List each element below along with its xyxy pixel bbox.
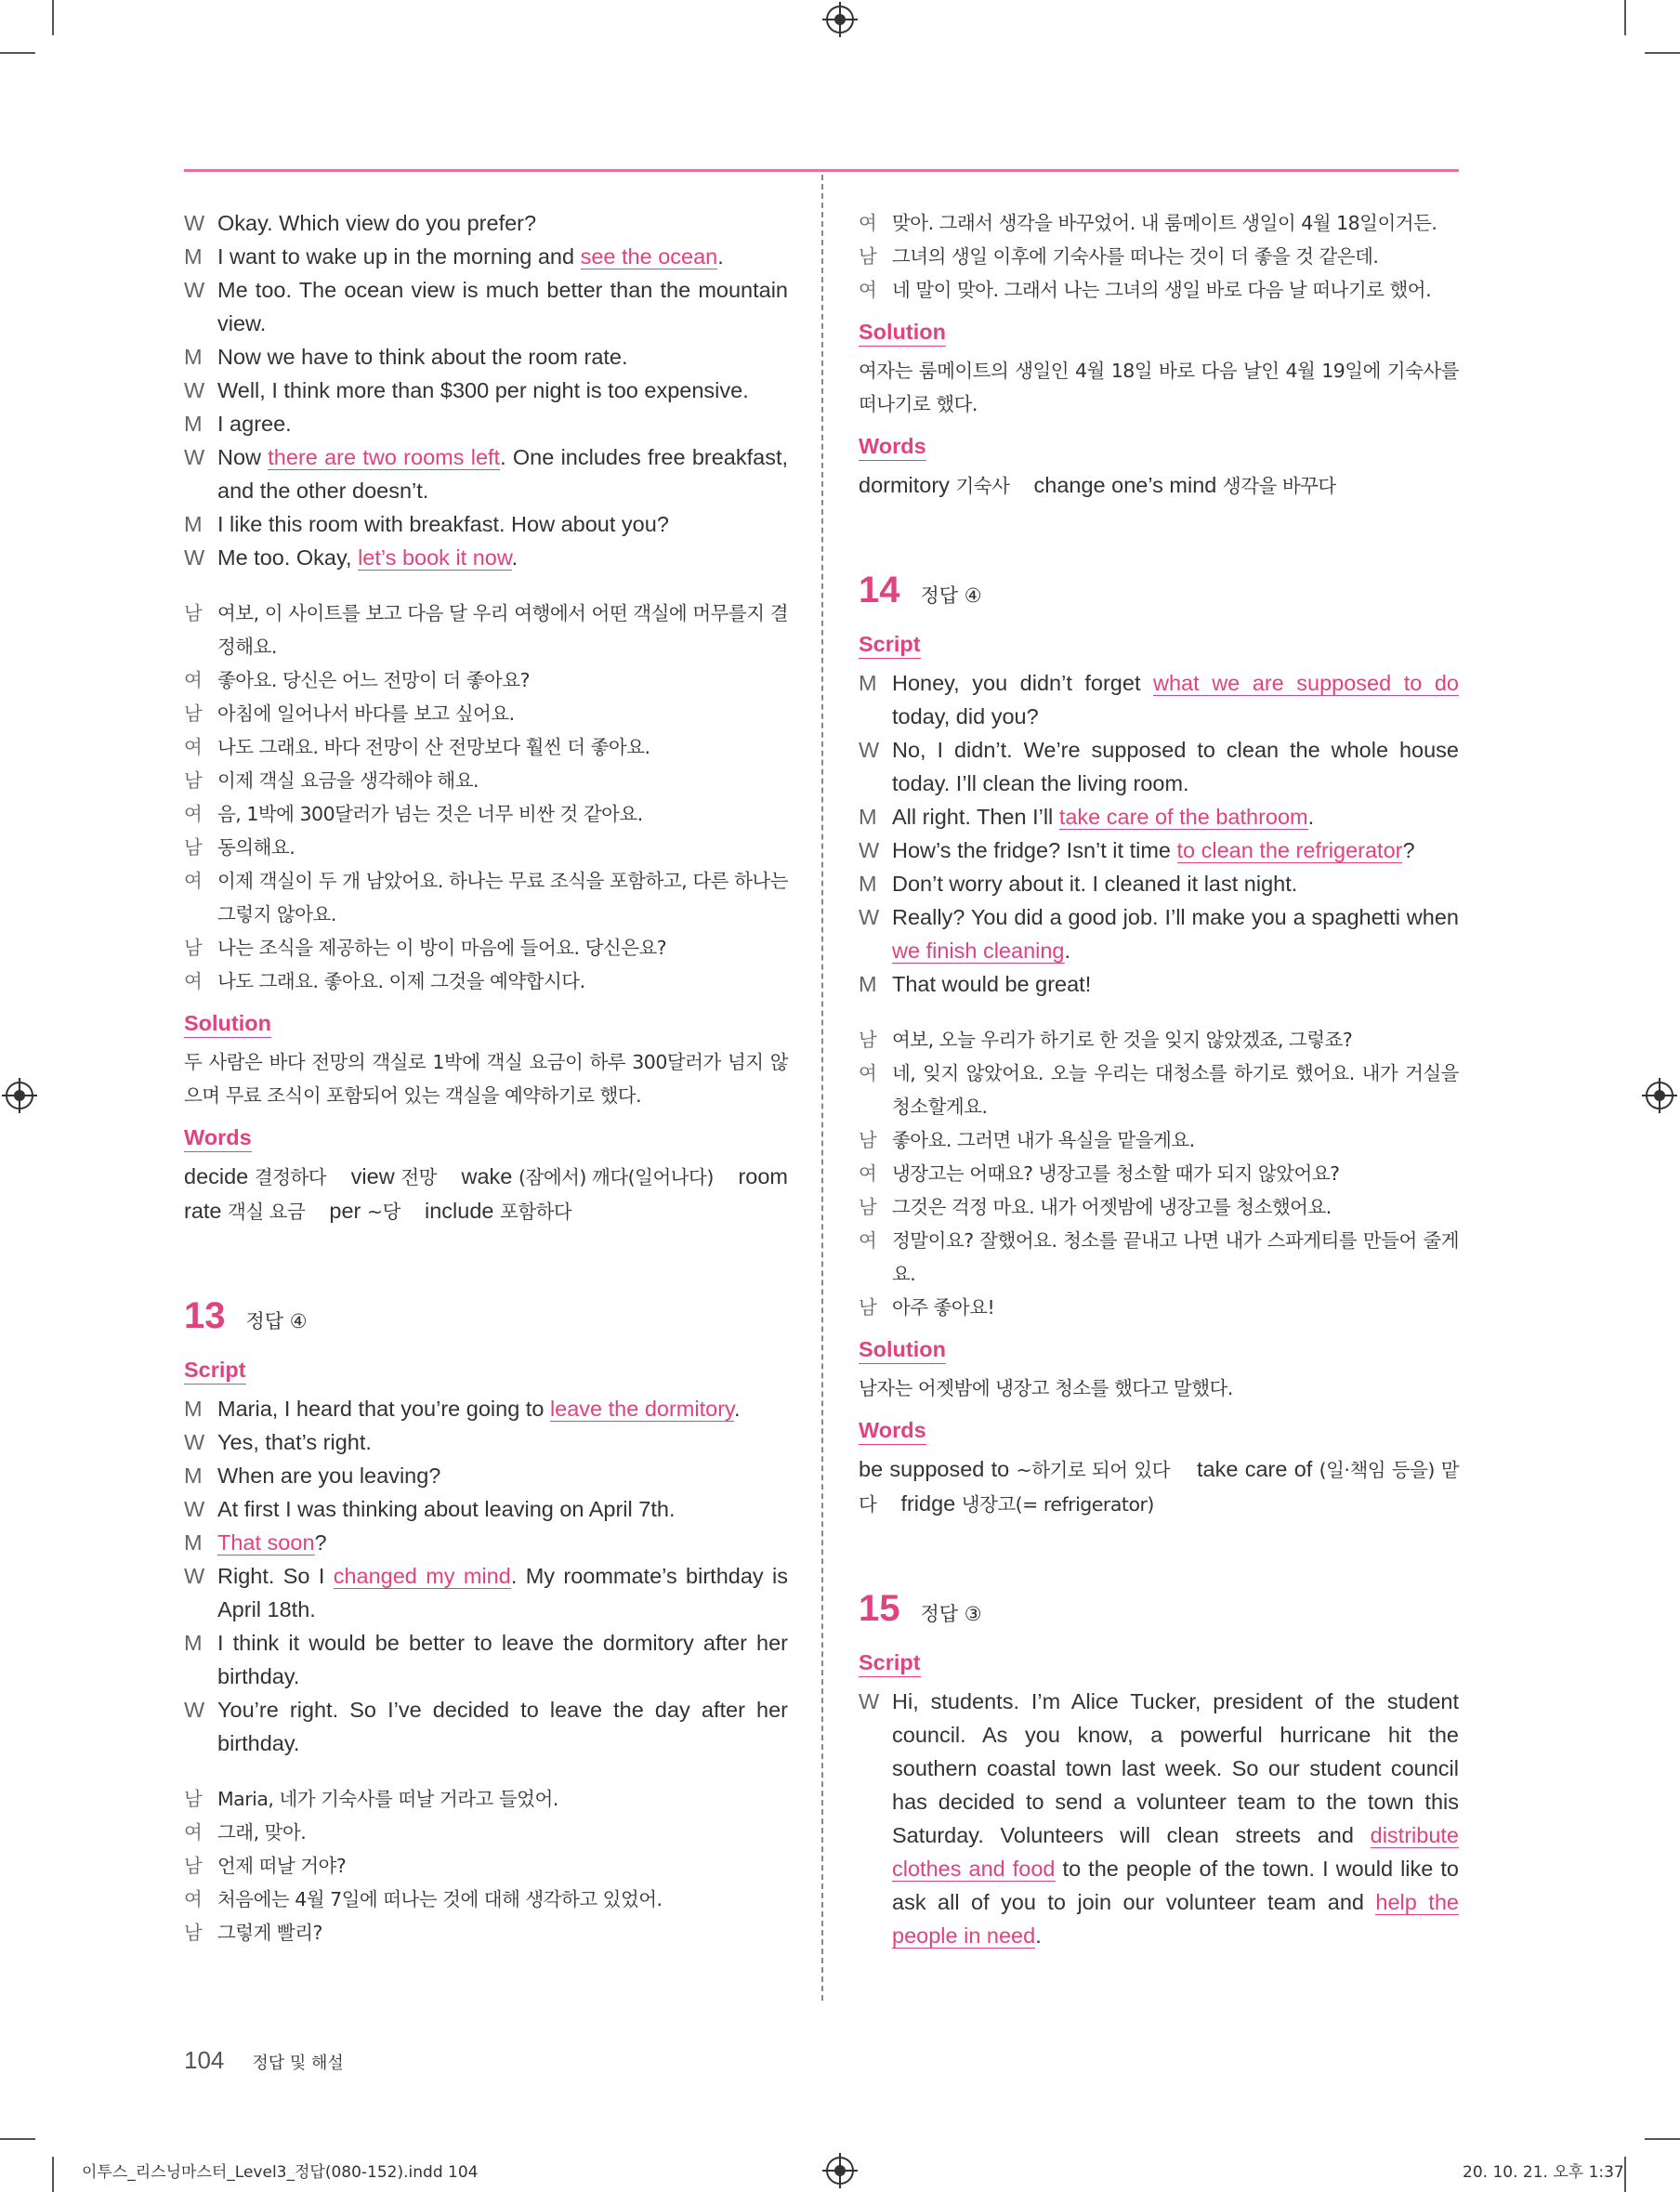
text-run: At first I was thinking about leaving on April 7th. bbox=[217, 1497, 676, 1521]
speaker-label: 남 bbox=[859, 1129, 877, 1151]
words-heading: Words bbox=[184, 1123, 252, 1152]
answer-label: 정답 ④ bbox=[245, 1310, 308, 1332]
highlighted-phrase: take care of the bathroom bbox=[1058, 805, 1308, 829]
word-ko: (잠에서) 깨다(일어나다) bbox=[518, 1166, 714, 1188]
dialogue-text: 그녀의 생일 이후에 기숙사를 떠나는 것이 더 좋을 것 같은데. bbox=[892, 245, 1379, 268]
word-en: change one’s mind bbox=[1033, 473, 1217, 497]
registration-mark-icon bbox=[6, 1082, 33, 1109]
speaker-label: 남 bbox=[184, 602, 203, 624]
dialogue-text: 처음에는 4월 7일에 떠나는 것에 대해 생각하고 있었어. bbox=[217, 1888, 663, 1910]
word-en: view bbox=[350, 1164, 395, 1188]
dialogue-text: 좋아요. 그러면 내가 욕실을 맡을게요. bbox=[892, 1129, 1195, 1151]
word-en: decide bbox=[184, 1164, 249, 1188]
dialogue-line bbox=[859, 800, 1459, 833]
dialogue-line bbox=[859, 1057, 1459, 1123]
crop-mark bbox=[1645, 52, 1680, 54]
speaker-label: W bbox=[859, 905, 880, 929]
dialogue-line bbox=[184, 1459, 788, 1492]
text-run: I like this room with breakfast. How about you? bbox=[217, 512, 669, 536]
text-run: Well, I think more than $300 per night is too expensive. bbox=[217, 378, 749, 402]
text-run: I agree. bbox=[217, 412, 292, 436]
highlighted-phrase: let’s book it now bbox=[358, 545, 512, 570]
crop-mark bbox=[1624, 0, 1626, 35]
word-en: fridge bbox=[900, 1491, 956, 1516]
speaker-label: M bbox=[859, 972, 877, 996]
highlighted-phrase: distribute clothes and food bbox=[892, 1823, 1459, 1881]
word-ko: 객실 요금 bbox=[228, 1201, 306, 1223]
text-run: . bbox=[511, 545, 518, 570]
dialogue-en bbox=[859, 666, 1459, 1001]
dialogue-line bbox=[859, 1157, 1459, 1190]
words-heading: Words bbox=[859, 432, 926, 461]
dialogue-text: 네, 잊지 않았어요. 오늘 우리는 대청소를 하기로 했어요. 내가 거실을 청소할게요. bbox=[892, 1062, 1459, 1118]
header-rule bbox=[184, 169, 1459, 172]
solution-heading: Solution bbox=[859, 1335, 946, 1364]
speaker-label: W bbox=[184, 1564, 205, 1588]
word-ko: 기숙사 bbox=[955, 475, 1010, 497]
speaker-label: M bbox=[184, 1397, 203, 1421]
dialogue-line bbox=[184, 440, 788, 507]
dialogue-line bbox=[859, 733, 1459, 800]
text-run: No, I didn’t. We’re supposed to clean the whole house today. I’ll clean the living room. bbox=[892, 738, 1459, 795]
text-run: . bbox=[1307, 805, 1315, 829]
words-list bbox=[859, 468, 1459, 503]
dialogue-line bbox=[184, 597, 788, 663]
monologue-text bbox=[892, 1689, 1459, 1949]
word-en: per bbox=[329, 1199, 361, 1223]
dialogue-ko bbox=[184, 1782, 788, 1949]
dialogue-ko bbox=[184, 597, 788, 998]
text-run: Really? You did a good job. I’ll make you a spaghetti when bbox=[892, 905, 1459, 929]
registration-mark-icon bbox=[826, 2157, 854, 2185]
dialogue-text: 여보, 오늘 우리가 하기로 한 것을 잊지 않았겠죠, 그렇죠? bbox=[892, 1029, 1353, 1051]
solution-text: 여자는 룸메이트의 생일인 4월 18일 바로 다음 날인 4월 19일에 기숙사를 떠나기로 했다. bbox=[859, 360, 1459, 415]
text-run: . bbox=[1035, 1923, 1042, 1948]
page-number: 104 bbox=[184, 2046, 225, 2074]
right-column bbox=[859, 206, 1459, 1952]
solution-text: 남자는 어젯밤에 냉장고 청소를 했다고 말했다. bbox=[859, 1377, 1233, 1399]
text-run: . bbox=[717, 244, 724, 269]
crop-mark bbox=[52, 2157, 54, 2192]
dialogue-text: 음, 1박에 300달러가 넘는 것은 너무 비싼 것 같아요. bbox=[217, 803, 643, 825]
dialogue-line bbox=[184, 1916, 788, 1949]
text-run: Hi, students. I’m Alice Tucker, president of the student council. As you know, a powerful hurricane hit the southern coastal town last week. So our student council has decided to send a volunteer team to the town this Saturday. Volunteers will clean streets and bbox=[892, 1689, 1459, 1847]
dialogue-text: 그렇게 빨리? bbox=[217, 1922, 322, 1944]
speaker-label: M bbox=[184, 412, 203, 436]
dialogue-text: 아침에 일어나서 바다를 보고 싶어요. bbox=[217, 702, 515, 725]
highlighted-phrase: there are two rooms left bbox=[268, 445, 501, 469]
crop-mark bbox=[1645, 2138, 1680, 2140]
monologue bbox=[859, 1685, 1459, 1952]
speaker-label: W bbox=[859, 738, 880, 762]
highlighted-phrase: we finish cleaning bbox=[892, 938, 1065, 963]
speaker-label: 남 bbox=[184, 1855, 203, 1877]
word-ko: 생각을 바꾸다 bbox=[1222, 475, 1336, 497]
dialogue-line bbox=[184, 1782, 788, 1816]
registration-mark-icon bbox=[826, 6, 854, 33]
speaker-label: 남 bbox=[184, 1922, 203, 1944]
highlighted-phrase: changed my mind bbox=[333, 1564, 511, 1588]
text-run: When are you leaving? bbox=[217, 1464, 441, 1488]
dialogue-text: 동의해요. bbox=[217, 836, 295, 859]
dialogue-text: 네 말이 맞아. 그래서 나는 그녀의 생일 바로 다음 날 떠나기로 했어. bbox=[892, 279, 1432, 301]
dialogue-line bbox=[859, 900, 1459, 967]
crop-mark bbox=[1624, 2157, 1626, 2192]
dialogue-line bbox=[184, 340, 788, 374]
dialogue-line bbox=[184, 206, 788, 240]
text-run: Maria, I heard that you’re going to bbox=[217, 1397, 550, 1421]
speaker-label: 여 bbox=[184, 803, 203, 825]
word-en: include bbox=[425, 1199, 494, 1223]
dialogue-text: 그것은 걱정 마요. 내가 어젯밤에 냉장고를 청소했어요. bbox=[892, 1196, 1332, 1218]
highlighted-phrase: to clean the refrigerator bbox=[1176, 838, 1403, 862]
text-run: Okay. Which view do you prefer? bbox=[217, 211, 537, 235]
text-run: Me too. Okay, bbox=[217, 545, 359, 570]
dialogue-line bbox=[184, 1425, 788, 1459]
speaker-label: M bbox=[184, 345, 203, 369]
text-run: You’re right. So I’ve decided to leave the day after her birthday. bbox=[217, 1698, 788, 1755]
speaker-label: 여 bbox=[859, 212, 877, 234]
dialogue-text: 이제 객실 요금을 생각해야 해요. bbox=[217, 769, 479, 792]
speaker-label: M bbox=[859, 872, 877, 896]
text-run: ? bbox=[1402, 838, 1415, 862]
speaker-label: W bbox=[859, 1689, 880, 1713]
crop-mark bbox=[52, 0, 54, 35]
speaker-label: W bbox=[184, 1698, 205, 1722]
speaker-label: 여 bbox=[184, 1821, 203, 1844]
dialogue-line bbox=[184, 1849, 788, 1883]
dialogue-line bbox=[184, 1559, 788, 1626]
print-slug-file: 이투스_리스닝마스터_Level3_정답(080-152).indd 104 bbox=[82, 2163, 479, 2182]
text-run: I want to wake up in the morning and bbox=[217, 244, 581, 269]
speaker-label: 여 bbox=[184, 669, 203, 691]
text-run: Right. So I bbox=[217, 1564, 334, 1588]
dialogue-line bbox=[859, 1123, 1459, 1157]
dialogue-line bbox=[184, 1392, 788, 1425]
highlighted-phrase: what we are supposed to do bbox=[1153, 671, 1459, 695]
dialogue-line bbox=[184, 697, 788, 730]
speaker-label: 남 bbox=[859, 1029, 877, 1051]
word-ko: 포함하다 bbox=[500, 1201, 572, 1223]
word-en: dormitory bbox=[859, 473, 950, 497]
text-run: Yes, that’s right. bbox=[217, 1430, 372, 1454]
text-run: Now we have to think about the room rate. bbox=[217, 345, 628, 369]
dialogue-line bbox=[859, 666, 1459, 733]
text-run: . bbox=[734, 1397, 741, 1421]
word-ko: 전망 bbox=[400, 1166, 437, 1188]
words-list bbox=[859, 1452, 1459, 1521]
speaker-label: M bbox=[184, 244, 203, 269]
crop-mark bbox=[0, 2138, 35, 2140]
page-footer bbox=[184, 2046, 344, 2075]
answer-label: 정답 ③ bbox=[920, 1603, 982, 1625]
solution-heading: Solution bbox=[184, 1009, 271, 1038]
crop-mark bbox=[0, 52, 35, 54]
word-en: take care of bbox=[1197, 1457, 1313, 1481]
dialogue-text: 이제 객실이 두 개 남았어요. 하나는 무료 조식을 포함하고, 다른 하나는 그렇지 않아요. bbox=[217, 870, 788, 925]
question-number-label: 13 bbox=[184, 1295, 226, 1336]
dialogue-line bbox=[859, 833, 1459, 867]
dialogue-line bbox=[184, 374, 788, 407]
highlighted-phrase: help the people in need bbox=[892, 1890, 1459, 1948]
speaker-label: 여 bbox=[859, 1162, 877, 1185]
left-column bbox=[184, 206, 788, 1949]
speaker-label: 남 bbox=[859, 245, 877, 268]
text-run: Now bbox=[217, 445, 269, 469]
speaker-label: M bbox=[859, 671, 877, 695]
highlighted-phrase: see the ocean bbox=[580, 244, 718, 269]
dialogue-text: 냉장고는 어때요? 냉장고를 청소할 때가 되지 않았어요? bbox=[892, 1162, 1340, 1185]
dialogue-line bbox=[184, 507, 788, 541]
speaker-label: M bbox=[184, 1464, 203, 1488]
speaker-label: M bbox=[184, 1530, 203, 1555]
word-ko: 결정하다 bbox=[254, 1166, 327, 1188]
dialogue-text: 언제 떠날 거야? bbox=[217, 1855, 347, 1877]
script-heading: Script bbox=[859, 1648, 921, 1677]
words-heading: Words bbox=[859, 1416, 926, 1445]
speaker-label: 남 bbox=[859, 1196, 877, 1218]
dialogue-line bbox=[184, 831, 788, 864]
speaker-label: 여 bbox=[859, 1062, 877, 1084]
question-number bbox=[859, 570, 1459, 611]
text-run: Don’t worry about it. I cleaned it last night. bbox=[892, 872, 1298, 896]
footer-label: 정답 및 해설 bbox=[252, 2054, 344, 2073]
dialogue-line bbox=[184, 797, 788, 831]
speaker-label: W bbox=[184, 378, 205, 402]
dialogue-text: 좋아요. 당신은 어느 전망이 더 좋아요? bbox=[217, 669, 531, 691]
dialogue-line bbox=[859, 1023, 1459, 1057]
dialogue-line bbox=[184, 663, 788, 697]
word-en: room rate bbox=[184, 1164, 788, 1223]
dialogue-line bbox=[184, 1526, 788, 1559]
script-heading: Script bbox=[859, 630, 921, 659]
dialogue-line bbox=[184, 965, 788, 998]
print-slug-datetime: 20. 10. 21. 오후 1:37 bbox=[1463, 2163, 1624, 2182]
speaker-label: M bbox=[859, 805, 877, 829]
dialogue-line bbox=[184, 240, 788, 273]
dialogue-text: 나도 그래요. 좋아요. 이제 그것을 예약합시다. bbox=[217, 970, 585, 992]
dialogue-line bbox=[859, 967, 1459, 1001]
question-number bbox=[184, 1295, 788, 1337]
speaker-label: 남 bbox=[184, 702, 203, 725]
word-ko: ~당 bbox=[366, 1201, 400, 1223]
text-run: Honey, you didn’t forget bbox=[892, 671, 1154, 695]
text-run: I think it would be better to leave the dormitory after her birthday. bbox=[217, 1631, 788, 1688]
dialogue-text: 나는 조식을 제공하는 이 방이 마음에 들어요. 당신은요? bbox=[217, 937, 667, 959]
speaker-label: W bbox=[184, 211, 205, 235]
words-list bbox=[184, 1160, 788, 1228]
speaker-label: M bbox=[184, 1631, 203, 1655]
speaker-label: W bbox=[184, 1430, 205, 1454]
word-ko: ~하기로 되어 있다 bbox=[1016, 1459, 1170, 1481]
highlighted-phrase: leave the dormitory bbox=[549, 1397, 735, 1421]
speaker-label: W bbox=[184, 278, 205, 302]
dialogue-line bbox=[184, 764, 788, 797]
speaker-label: 남 bbox=[859, 1296, 877, 1319]
dialogue-text: 정말이요? 잘했어요. 청소를 끝내고 나면 내가 스파게티를 만들어 줄게요. bbox=[892, 1229, 1459, 1285]
text-run: How’s the fridge? Isn’t it time bbox=[892, 838, 1177, 862]
speaker-label: W bbox=[184, 1497, 205, 1521]
speaker-label: 남 bbox=[184, 937, 203, 959]
text-run: All right. Then I’ll bbox=[892, 805, 1059, 829]
highlighted-phrase: That soon bbox=[217, 1530, 315, 1555]
dialogue-line bbox=[184, 1693, 788, 1760]
word-en: wake bbox=[461, 1164, 513, 1188]
dialogue-line bbox=[859, 273, 1459, 307]
dialogue-line bbox=[184, 273, 788, 340]
speaker-label: 여 bbox=[184, 1888, 203, 1910]
text-run: to the people of the town. I would like to ask all of you to join our volunteer team and bbox=[892, 1857, 1459, 1914]
dialogue-line bbox=[184, 407, 788, 440]
solution-text: 두 사람은 바다 전망의 객실로 1박에 객실 요금이 하루 300달러가 넘지 않으며 무료 조식이 포함되어 있는 객실을 예약하기로 했다. bbox=[184, 1051, 788, 1107]
dialogue-line bbox=[184, 730, 788, 764]
dialogue-text: 그래, 맞아. bbox=[217, 1821, 307, 1844]
answer-label: 정답 ④ bbox=[920, 584, 982, 607]
dialogue-en bbox=[184, 206, 788, 574]
dialogue-line bbox=[859, 240, 1459, 273]
speaker-label: W bbox=[184, 545, 205, 570]
dialogue-text: 맞아. 그래서 생각을 바꾸었어. 내 룸메이트 생일이 4월 18일이거든. bbox=[892, 212, 1437, 234]
dialogue-line bbox=[184, 541, 788, 574]
dialogue-ko bbox=[859, 206, 1459, 307]
dialogue-text: 여보, 이 사이트를 보고 다음 달 우리 여행에서 어떤 객실에 머무를지 결정해요. bbox=[217, 602, 788, 658]
word-ko: 냉장고(= refrigerator) bbox=[961, 1493, 1154, 1516]
dialogue-line bbox=[184, 931, 788, 965]
speaker-label: W bbox=[859, 838, 880, 862]
dialogue-line bbox=[859, 1291, 1459, 1324]
script-heading: Script bbox=[184, 1356, 246, 1385]
solution-heading: Solution bbox=[859, 318, 946, 347]
speaker-label: 여 bbox=[859, 1229, 877, 1252]
text-run: Me too. The ocean view is much better than the mountain view. bbox=[217, 278, 788, 335]
dialogue-text: 아주 좋아요! bbox=[892, 1296, 995, 1319]
question-number-label: 14 bbox=[859, 570, 900, 610]
dialogue-line bbox=[184, 1883, 788, 1916]
column-divider bbox=[821, 175, 823, 2001]
dialogue-line bbox=[184, 864, 788, 931]
speaker-label: M bbox=[184, 512, 203, 536]
dialogue-line bbox=[184, 1626, 788, 1693]
text-run: today, did you? bbox=[892, 704, 1039, 728]
dialogue-text: 나도 그래요. 바다 전망이 산 전망보다 훨씬 더 좋아요. bbox=[217, 736, 650, 758]
speaker-label: 여 bbox=[184, 970, 203, 992]
text-run: ? bbox=[314, 1530, 327, 1555]
question-number bbox=[859, 1588, 1459, 1630]
registration-mark-icon bbox=[1646, 1082, 1673, 1109]
dialogue-en bbox=[184, 1392, 788, 1760]
dialogue-text: Maria, 네가 기숙사를 떠날 거라고 들었어. bbox=[217, 1788, 558, 1810]
dialogue-line bbox=[184, 1816, 788, 1849]
text-run: . My roommate’s birthday is April 18th. bbox=[217, 1564, 788, 1621]
question-number-label: 15 bbox=[859, 1588, 900, 1629]
dialogue-line bbox=[859, 867, 1459, 900]
dialogue-line bbox=[859, 206, 1459, 240]
dialogue-line bbox=[859, 1224, 1459, 1291]
speaker-label: 여 bbox=[184, 870, 203, 892]
text-run: . bbox=[1064, 938, 1071, 963]
dialogue-line bbox=[184, 1492, 788, 1526]
speaker-label: 여 bbox=[184, 736, 203, 758]
word-ko: (일·책임 등을) 맡다 bbox=[859, 1459, 1459, 1516]
dialogue-ko bbox=[859, 1023, 1459, 1324]
dialogue-line bbox=[859, 1190, 1459, 1224]
speaker-label: 남 bbox=[184, 1788, 203, 1810]
speaker-label: 남 bbox=[184, 769, 203, 792]
speaker-label: 남 bbox=[184, 836, 203, 859]
text-run: That would be great! bbox=[892, 972, 1092, 996]
speaker-label: W bbox=[184, 445, 205, 469]
speaker-label: 여 bbox=[859, 279, 877, 301]
word-en: be supposed to bbox=[859, 1457, 1010, 1481]
text-run: . One includes free breakfast, and the other doesn’t. bbox=[217, 445, 789, 503]
